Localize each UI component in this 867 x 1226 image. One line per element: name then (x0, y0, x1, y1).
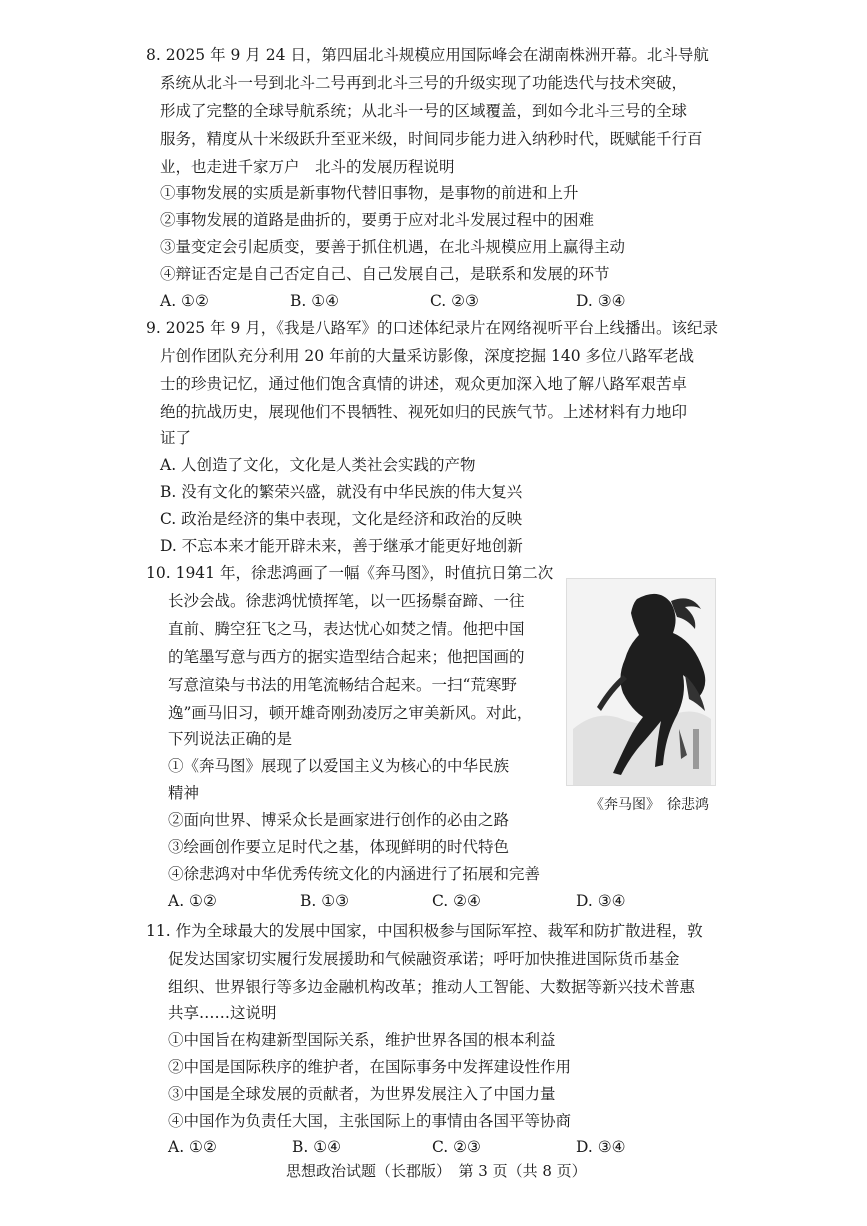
q11-option-1: ①中国旨在构建新型国际关系，维护世界各国的根本利益 (168, 1031, 556, 1049)
q10-choice-b: B. ①③ (300, 892, 350, 910)
q11-line-2: 促发达国家切实履行发展援助和气候融资承诺；呼吁加快推进国际货币基金 (168, 950, 680, 968)
q10-option-2: ②面向世界、博采众长是画家进行创作的必由之路 (168, 811, 510, 829)
q10-line-5: 写意渲染与书法的用笔流畅结合起来。一扫“荒寒野 (168, 676, 517, 694)
page-footer: 思想政治试题（长郡版） 第 3 页（共 8 页） (286, 1162, 587, 1180)
q11-line-1: 11. 作为全球最大的发展中国家，中国积极参与国际军控、裁军和防扩散进程，敦 (146, 922, 703, 940)
q9-line-3: 士的珍贵记忆，通过他们饱含真情的讲述，观众更加深入地了解八路军艰苦卓 (160, 375, 688, 393)
q9-line-4: 绝的抗战历史，展现他们不畏牺牲、视死如归的民族气节。上述材料有力地印 (160, 403, 688, 421)
q8-line-2: 系统从北斗一号到北斗二号再到北斗三号的升级实现了功能迭代与技术突破， (160, 74, 688, 92)
q11-option-3: ③中国是全球发展的贡献者，为世界发展注入了中国力量 (168, 1085, 556, 1103)
q10-choice-c: C. ②④ (432, 892, 481, 910)
q10-line-2: 长沙会战。徐悲鸿忧愤挥笔，以一匹扬鬃奋蹄、一往 (168, 592, 525, 610)
q8-line-4: 服务，精度从十米级跃升至亚米级，时间同步能力进入纳秒时代，既赋能千行百 (160, 130, 703, 148)
painting-caption: 《奔马图》 徐悲鸿 (590, 797, 709, 813)
q9-option-c: C. 政治是经济的集中表现，文化是经济和政治的反映 (160, 510, 523, 528)
q10-option-1: ①《奔马图》展现了以爱国主义为核心的中华民族 (168, 757, 510, 775)
q8-option-3: ③量变定会引起质变，要善于抓住机遇，在北斗规模应用上赢得主动 (160, 238, 626, 256)
q9-line-5: 证了 (160, 429, 192, 447)
q8-choice-d: D. ③④ (576, 292, 626, 310)
q11-line-3: 组织、世界银行等多边金融机构改革；推动人工智能、大数据等新兴技术普惠 (168, 978, 696, 996)
q10-line-7: 下列说法正确的是 (168, 730, 293, 748)
q8-choice-c: C. ②③ (430, 292, 479, 310)
q10-option-1-cont: 精神 (168, 784, 200, 802)
q11-choice-c: C. ②③ (432, 1138, 481, 1156)
q10-line-6: 逸”画马旧习，顿开雄奇刚劲凌厉之审美新风。对此， (168, 704, 533, 722)
q9-option-b: B. 没有文化的繁荣兴盛，就没有中华民族的伟大复兴 (160, 483, 523, 501)
q10-line-3: 直前、腾空狂飞之马，表达忧心如焚之情。他把中国 (168, 620, 525, 638)
q8-option-1: ①事物发展的实质是新事物代替旧事物，是事物的前进和上升 (160, 184, 579, 202)
q9-option-a: A. 人创造了文化，文化是人类社会实践的产物 (160, 456, 476, 474)
q8-line-1: 8. 2025 年 9 月 24 日，第四届北斗规模应用国际峰会在湖南株洲开幕。北斗导航 (146, 46, 709, 64)
q10-line-4: 的笔墨写意与西方的据实造型结合起来；他把国画的 (168, 648, 525, 666)
q11-choice-d: D. ③④ (576, 1138, 626, 1156)
q8-line-3: 形成了完整的全球导航系统；从北斗一号的区域覆盖，到如今北斗三号的全球 (160, 102, 688, 120)
q10-choice-d: D. ③④ (576, 892, 626, 910)
q9-line-1: 9. 2025 年 9 月，《我是八路军》的口述体纪录片在网络视听平台上线播出。该纪录 (146, 319, 719, 337)
q9-option-d: D. 不忘本来才能开辟未来，善于继承才能更好地创新 (160, 537, 523, 555)
q8-choice-a: A. ①② (160, 292, 209, 310)
q11-choice-b: B. ①④ (292, 1138, 342, 1156)
q10-option-3: ③绘画创作要立足时代之基，体现鲜明的时代特色 (168, 838, 510, 856)
q11-option-4: ④中国作为负责任大国，主张国际上的事情由各国平等协商 (168, 1112, 572, 1130)
q8-line-5: 业，也走进千家万户 北斗的发展历程说明 (160, 158, 455, 176)
q10-choice-a: A. ①② (168, 892, 217, 910)
q9-line-2: 片创作团队充分利用 20 年前的大量采访影像，深度挖掘 140 多位八路军老战 (160, 347, 695, 365)
q8-choice-b: B. ①④ (290, 292, 340, 310)
q8-option-2: ②事物发展的道路是曲折的，要勇于应对北斗发展过程中的困难 (160, 211, 595, 229)
q8-option-4: ④辩证否定是自己否定自己、自己发展自己，是联系和发展的环节 (160, 265, 610, 283)
q11-choice-a: A. ①② (168, 1138, 217, 1156)
q11-line-4: 共享……这说明 (168, 1004, 277, 1022)
q11-option-2: ②中国是国际秩序的维护者，在国际事务中发挥建设性作用 (168, 1058, 572, 1076)
q10-line-1: 10. 1941 年，徐悲鸿画了一幅《奔马图》，时值抗日第二次 (146, 564, 554, 582)
q10-option-4: ④徐悲鸿对中华优秀传统文化的内涵进行了拓展和完善 (168, 865, 541, 883)
